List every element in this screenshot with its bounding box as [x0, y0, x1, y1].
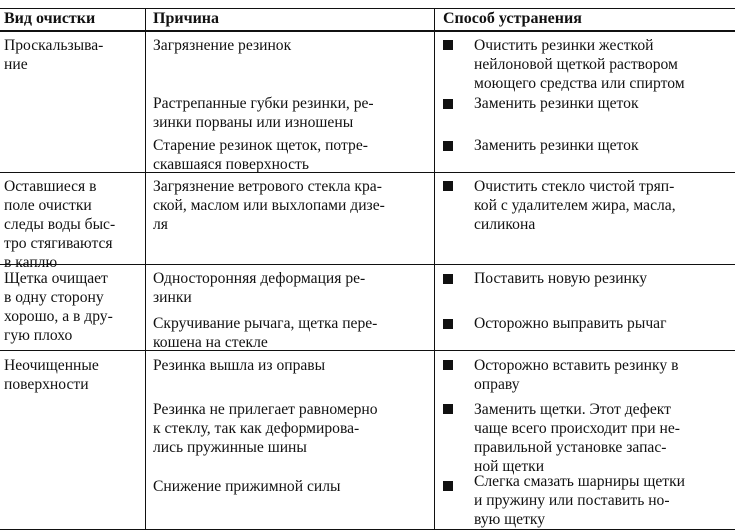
header-bottom-rule: [0, 30, 735, 32]
bullet-icon: [443, 481, 453, 491]
cause-cell: Резинка не прилегает равномерно к стеклу, так как деформирова- лись пружинные шины: [153, 401, 378, 456]
cause-cell: Растрепанные губки резинки, ре- зинки порваны или изношены: [153, 95, 374, 131]
cause-cell: Снижение прижимной силы: [153, 478, 341, 495]
bullet-icon: [443, 319, 453, 329]
type-cell: Оставшиеся в поле очистки следы воды быс- тро стягиваются в каплю: [4, 178, 116, 271]
cause-cell: Загрязнение ветрового стекла кра- ской, маслом или выхлопами дизе- ля: [153, 178, 385, 233]
cause-cell: Резинка вышла из оправы: [153, 357, 326, 374]
table-top-rule: [0, 8, 735, 9]
cause-cell: Загрязнение резинок: [153, 37, 292, 54]
bullet-icon: [443, 274, 453, 284]
cause-cell: Старение резинок щеток, потре- скавшаяся поверхность: [153, 137, 368, 173]
bullet-icon: [443, 360, 453, 370]
bullet-icon: [443, 404, 453, 414]
header-type: Вид очистки: [4, 10, 96, 27]
fix-cell: Очистить резинки жесткой нейлоновой щеткой раствором моющего средства или спиртом: [474, 37, 685, 92]
type-cell: Неочищенные поверхности: [4, 357, 99, 393]
fix-cell: Очистить стекло чистой тряп- кой с удалителем жира, масла, силикона: [474, 178, 676, 233]
header-cause: Причина: [153, 10, 220, 27]
cause-cell: Односторонняя деформация ре- зинки: [153, 270, 366, 306]
bullet-icon: [443, 99, 453, 109]
fix-cell: Поставить новую резинку: [474, 270, 648, 287]
column-divider: [145, 8, 146, 530]
fix-cell: Заменить щетки. Этот дефект чаще всего происходит при не- правильной установке запас- ной щетки: [474, 401, 680, 475]
table-bottom-rule: [0, 529, 735, 530]
fix-cell: Слегка смазать шарниры щетки и пружину или поставить но- вую щетку: [474, 473, 686, 528]
cause-cell: Скручивание рычага, щетка пере- кошена на стекле: [153, 315, 378, 351]
fix-cell: Осторожно вставить резинку в оправу: [474, 357, 679, 393]
bullet-icon: [443, 40, 453, 50]
header-fix: Способ устранения: [443, 10, 582, 27]
type-cell: Проскальзыва- ние: [4, 37, 104, 73]
fix-cell: Заменить резинки щеток: [474, 137, 639, 154]
fix-cell: Заменить резинки щеток: [474, 95, 639, 112]
bullet-icon: [443, 141, 453, 151]
column-divider: [434, 8, 435, 530]
bullet-icon: [443, 181, 453, 191]
type-cell: Щетка очищает в одну сторону хорошо, а в дру- гую плохо: [4, 270, 113, 344]
fix-cell: Осторожно выправить рычаг: [474, 315, 667, 332]
